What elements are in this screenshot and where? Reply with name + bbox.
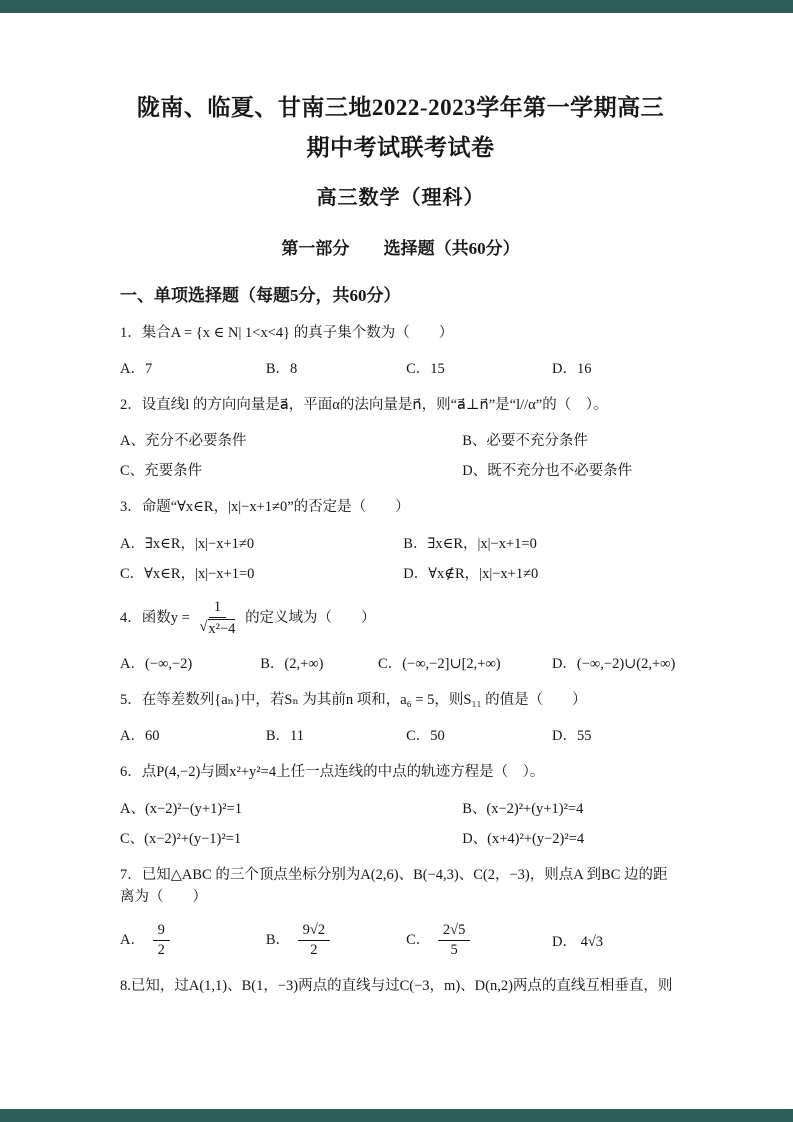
question-4-option-b: B．(2,+∞)	[260, 655, 324, 672]
question-3	[120, 496, 681, 582]
question-3-option-b: B．∃x∈R，|x|−x+1=0	[403, 535, 537, 552]
question-4-stem-suffix: 的定义域为（ ）	[245, 610, 376, 627]
question-1-option-d: D．16	[551, 360, 592, 377]
question-6-stem: 6．点P(4,−2)与圆x²+y²=4上任一点连线的中点的轨迹方程是（ ）。	[120, 764, 545, 781]
question-7-options	[120, 922, 681, 960]
fraction-numerator: 9	[153, 922, 170, 941]
question-2-option-b: B、必要不充分条件	[462, 433, 588, 450]
question-8-stem: 8.已知，过A(1,1)、B(1，−3)两点的直线与过C(−3，m)、D(n,2)两点的直线互相垂直，则	[120, 978, 673, 995]
question-7-option-b	[266, 922, 406, 960]
fraction	[298, 922, 330, 960]
question-4-stem-prefix: 4．函数y =	[120, 610, 190, 627]
question-1-option-c: C．15	[406, 360, 445, 377]
question-7-option-c	[406, 922, 552, 960]
question-7-option-d	[552, 930, 681, 951]
question-2	[120, 394, 681, 480]
question-2-option-c: C、充要条件	[120, 463, 203, 480]
question-2-option-d: D、既不充分也不必要条件	[462, 463, 633, 480]
question-5-options	[120, 724, 681, 745]
option-label: A．	[120, 931, 145, 948]
option-label: D．	[551, 933, 577, 950]
exam-title	[120, 88, 681, 169]
section-header	[120, 234, 681, 259]
question-6-options-row2	[120, 827, 681, 848]
fraction-denominator	[197, 618, 237, 638]
question-6-option-d: D、(x+4)²+(y−2)²=4	[462, 830, 585, 847]
question-5-stem: 5．在等差数列{aₙ}中，若Sₙ 为其前n 项和，a₆ = 5，则S₁₁ 的值是（ ）	[120, 691, 587, 708]
question-6-option-b: B、(x−2)²+(y+1)²=4	[462, 800, 584, 817]
question-6-option-c: C、(x−2)²+(y−1)²=1	[120, 830, 242, 847]
question-1-option-b: B．8	[265, 360, 298, 377]
exam-subtitle: 高三数学（理科）	[316, 186, 485, 209]
fraction-numerator: 9√2	[298, 922, 330, 941]
fraction-denominator: 2	[157, 941, 165, 958]
fraction-numerator: 2√5	[438, 922, 470, 941]
option-label: C．	[406, 931, 431, 948]
question-3-option-a: A．∃x∈R，|x|−x+1≠0	[120, 535, 255, 552]
question-1-options	[120, 357, 681, 378]
question-3-options-row2	[120, 562, 681, 583]
exam-title-line1: 陇南、临夏、甘南三地2022-2023学年第一学期高三	[136, 95, 665, 120]
option-label: B．	[265, 931, 291, 948]
question-6	[120, 761, 681, 847]
fraction	[153, 922, 170, 960]
radicand: x²−4	[208, 621, 236, 638]
question-6-options-row1	[120, 797, 681, 818]
question-8	[120, 975, 681, 997]
fraction	[197, 599, 237, 639]
question-1	[120, 322, 681, 378]
question-2-options-row1	[120, 429, 681, 450]
question-5-option-c: C．50	[406, 728, 445, 745]
question-7-option-a	[120, 922, 266, 960]
question-4-stem	[120, 599, 681, 639]
question-4-option-c: C．(−∞,−2]∪[2,+∞)	[378, 655, 501, 672]
fraction-numerator: 1	[209, 599, 226, 618]
question-3-option-c: C．∀x∈R，|x|−x+1=0	[120, 565, 255, 582]
fraction-denominator: 5	[450, 941, 458, 958]
fraction-denominator: 2	[310, 941, 318, 958]
section-type-label: 选择题（共60分）	[383, 238, 520, 258]
radical-sign: √	[199, 619, 208, 636]
question-6-option-a: A、(x−2)²−(y+1)²=1	[120, 800, 242, 817]
option-value: 4√3	[580, 933, 604, 950]
question-5-option-d: D．55	[551, 728, 592, 745]
question-5-option-b: B．11	[265, 728, 304, 745]
question-4	[120, 599, 681, 673]
question-2-option-a: A、充分不必要条件	[120, 433, 247, 450]
question-4-option-a: A．(−∞,−2)	[120, 655, 193, 672]
top-border-bar	[0, 0, 793, 13]
question-5	[120, 689, 681, 745]
exam-title-line2: 期中考试联考试卷	[306, 135, 495, 161]
question-5-option-a: A．60	[120, 728, 160, 745]
question-4-option-d: D．(−∞,−2)∪(2,+∞)	[551, 655, 676, 672]
question-3-stem: 3．命题“∀x∈R，|x|−x+1≠0”的否定是（ ）	[120, 499, 410, 516]
question-7-stem: 7．已知△ABC 的三个顶点坐标分别为A(2,6)、B(−4,3)、C(2，−3)，则点A 到BC 边的距离为（ ）	[120, 866, 668, 906]
question-2-stem: 2．设直线l 的方向向量是a⃗，平面α的法向量是n⃗，则“a⃗⊥n⃗”是“l//α”的（ ）。	[120, 396, 608, 413]
question-3-option-d: D．∀x∉R，|x|−x+1≠0	[403, 565, 539, 582]
question-4-options	[120, 652, 681, 673]
section-part-label: 第一部分	[281, 238, 350, 258]
question-1-stem: 1．集合A = {x ∈ N| 1<x<4} 的真子集个数为（ ）	[120, 324, 454, 341]
question-7	[120, 864, 681, 960]
fraction	[438, 922, 470, 960]
question-3-options-row1	[120, 532, 681, 553]
part-header: 一、单项选择题（每题5分，共60分）	[120, 285, 401, 305]
bottom-border-bar	[0, 1109, 793, 1122]
question-1-option-a: A．7	[120, 360, 153, 377]
question-2-options-row2	[120, 459, 681, 480]
